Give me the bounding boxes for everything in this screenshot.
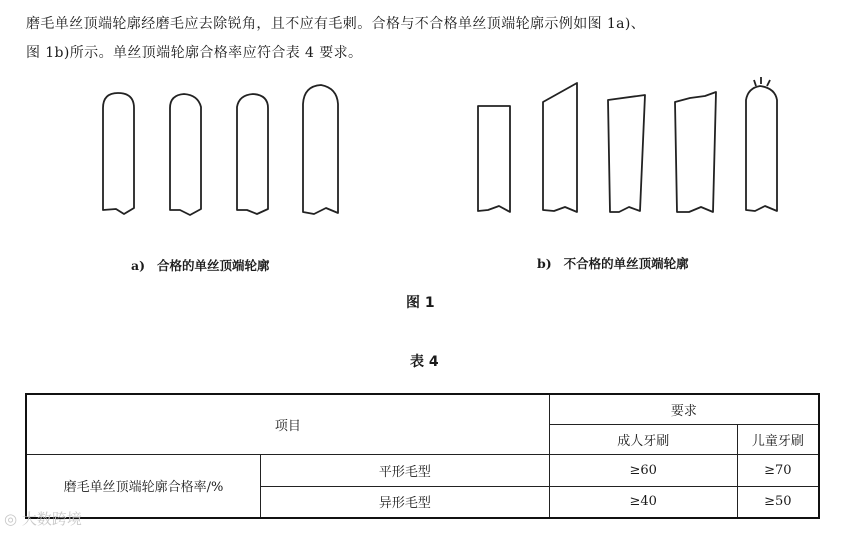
row-label: 磨毛单丝顶端轮廓合格率/% (26, 454, 261, 518)
unqualified-profile-4 (675, 92, 716, 212)
intro-paragraph (26, 10, 826, 68)
unqualified-profile-5 (746, 86, 777, 211)
watermark (4, 508, 82, 529)
row-type: 异形毛型 (261, 486, 550, 518)
table-row (26, 454, 819, 486)
qualified-profile-4 (303, 85, 338, 214)
table-label: 表 4 (410, 354, 439, 370)
header-child: 儿童牙刷 (737, 424, 819, 454)
header-adult: 成人牙刷 (549, 424, 737, 454)
unqualified-profile-1 (478, 106, 510, 212)
paragraph-line-2: 图 1b)所示。单丝顶端轮廓合格率应符合表 4 要求。 (26, 45, 363, 61)
paragraph-line-1: 磨毛单丝顶端轮廓经磨毛应去除锐角，且不应有毛刺。合格与不合格单丝顶端轮廓示例如图 1a)、 (26, 16, 646, 32)
burr-mark (767, 80, 770, 86)
row-child-value: ≥70 (737, 454, 819, 486)
figure-caption-b (537, 254, 689, 272)
caption-b-tag: b) (537, 256, 552, 271)
watermark-logo-icon: ◎ (4, 510, 18, 528)
watermark-text: 大数跨境 (21, 510, 82, 528)
qualified-profile-2 (170, 94, 201, 215)
unqualified-profile-3 (608, 95, 645, 212)
row-type: 平形毛型 (261, 454, 550, 486)
figure-label: 图 1 (406, 295, 435, 311)
qualified-profile-1 (103, 93, 134, 214)
caption-a-text: 合格的单丝顶端轮廓 (157, 258, 270, 273)
row-child-value: ≥50 (737, 486, 819, 518)
row-adult-value: ≥60 (549, 454, 737, 486)
qualified-profile-3 (237, 94, 268, 214)
requirements-table (25, 393, 820, 519)
figure-caption-a (131, 256, 270, 274)
unqualified-profile-2 (543, 83, 577, 212)
row-adult-value: ≥40 (549, 486, 737, 518)
caption-b-text: 不合格的单丝顶端轮廓 (563, 256, 689, 271)
header-requirement: 要求 (549, 394, 819, 424)
burr-mark (754, 80, 756, 86)
header-item: 项目 (26, 394, 549, 454)
caption-a-tag: a) (131, 258, 146, 273)
bristle-tip-figure (0, 72, 846, 232)
